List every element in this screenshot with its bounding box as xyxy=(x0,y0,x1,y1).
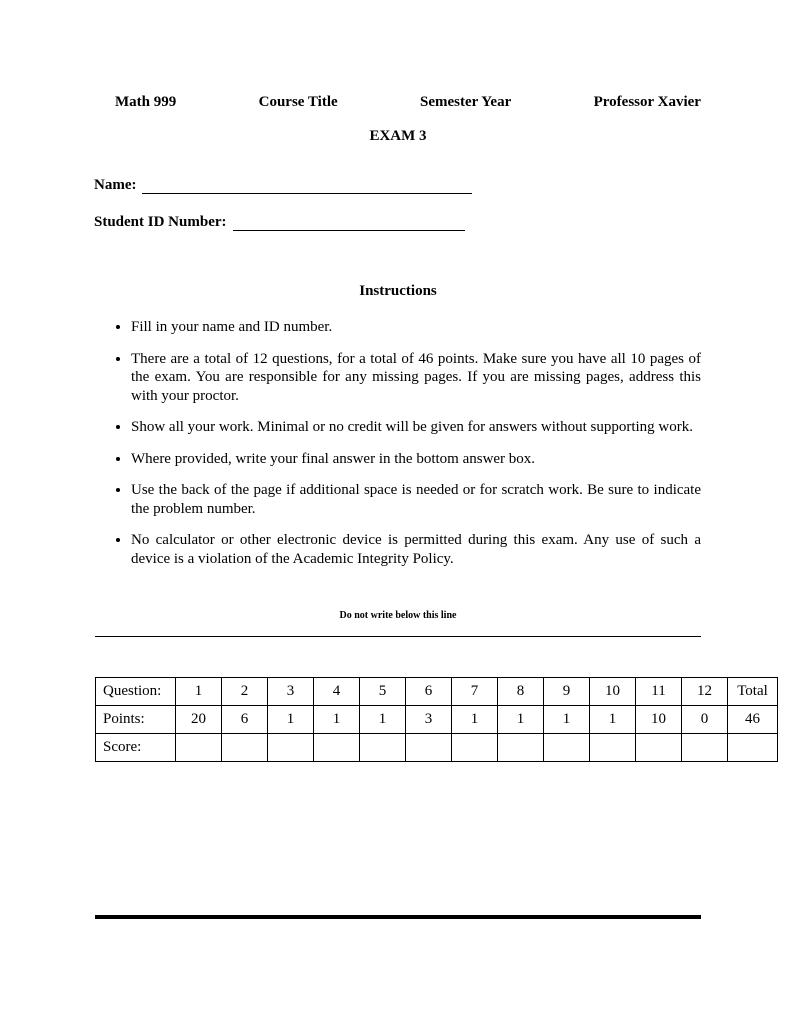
instruction-item: • Show all your work. Minimal or no credit will be given for answers without supporting work. xyxy=(131,418,701,437)
score-cell xyxy=(268,734,314,762)
header-row xyxy=(95,94,701,111)
course-title: Course Title xyxy=(258,94,338,110)
score-row-label: Score: xyxy=(96,734,176,762)
question-number-cell: 4 xyxy=(314,678,360,706)
question-number-cell: 9 xyxy=(544,678,590,706)
question-number-cell: 1 xyxy=(176,678,222,706)
score-cell xyxy=(360,734,406,762)
score-cell xyxy=(314,734,360,762)
points-cell: 1 xyxy=(544,706,590,734)
professor-name: Professor Xavier xyxy=(593,94,701,110)
score-cell xyxy=(222,734,268,762)
points-cell: 1 xyxy=(452,706,498,734)
table-row-score xyxy=(96,734,778,762)
points-row-label: Points: xyxy=(96,706,176,734)
score-cell xyxy=(636,734,682,762)
question-total-cell: Total xyxy=(728,678,778,706)
instructions-title: Instructions xyxy=(359,283,437,299)
student-id-blank-line xyxy=(233,214,465,231)
score-total-cell xyxy=(728,734,778,762)
points-cell: 6 xyxy=(222,706,268,734)
points-cell: 1 xyxy=(268,706,314,734)
table-row-points xyxy=(96,706,778,734)
question-row-label: Question: xyxy=(96,678,176,706)
points-cell: 1 xyxy=(314,706,360,734)
name-field-row xyxy=(94,177,472,194)
points-cell: 1 xyxy=(360,706,406,734)
question-number-cell: 7 xyxy=(452,678,498,706)
divider-note: Do not write below this line xyxy=(339,610,457,621)
exam-title: EXAM 3 xyxy=(369,128,427,144)
score-cell xyxy=(498,734,544,762)
divider-line xyxy=(95,636,701,637)
score-cell xyxy=(406,734,452,762)
student-id-field-row xyxy=(94,214,465,231)
instructions-list xyxy=(95,318,701,581)
question-number-cell: 11 xyxy=(636,678,682,706)
score-cell xyxy=(590,734,636,762)
score-cell xyxy=(682,734,728,762)
points-cell: 1 xyxy=(590,706,636,734)
instruction-item: • No calculator or other electronic device is permitted during this exam. Any use of such a device is a violation of the Academic Integrity Policy. xyxy=(131,531,701,568)
instruction-item: • There are a total of 12 questions, for a total of 46 points. Make sure you have all 10 pages of the exam. You are responsible for any missing pages. If you are missing pages, address this with your proctor. xyxy=(131,350,701,406)
points-cell: 1 xyxy=(498,706,544,734)
points-cell: 3 xyxy=(406,706,452,734)
question-number-cell: 10 xyxy=(590,678,636,706)
table-row-question xyxy=(96,678,778,706)
score-table xyxy=(95,677,778,762)
instruction-item: • Where provided, write your final answer in the bottom answer box. xyxy=(131,450,701,469)
question-number-cell: 2 xyxy=(222,678,268,706)
student-id-label: Student ID Number: xyxy=(94,214,227,230)
points-cell: 10 xyxy=(636,706,682,734)
points-total-cell: 46 xyxy=(728,706,778,734)
score-cell xyxy=(452,734,498,762)
course-code: Math 999 xyxy=(115,94,177,110)
score-cell xyxy=(544,734,590,762)
question-number-cell: 12 xyxy=(682,678,728,706)
points-cell: 0 xyxy=(682,706,728,734)
name-label: Name: xyxy=(94,177,137,193)
name-blank-line xyxy=(142,177,472,194)
semester-year: Semester Year xyxy=(420,94,512,110)
bottom-rule xyxy=(95,915,701,919)
question-number-cell: 5 xyxy=(360,678,406,706)
instruction-item: • Use the back of the page if additional space is needed or for scratch work. Be sure to indicate the problem number. xyxy=(131,481,701,518)
points-cell: 20 xyxy=(176,706,222,734)
question-number-cell: 8 xyxy=(498,678,544,706)
instruction-item: • Fill in your name and ID number. xyxy=(131,318,701,337)
question-number-cell: 6 xyxy=(406,678,452,706)
question-number-cell: 3 xyxy=(268,678,314,706)
score-cell xyxy=(176,734,222,762)
